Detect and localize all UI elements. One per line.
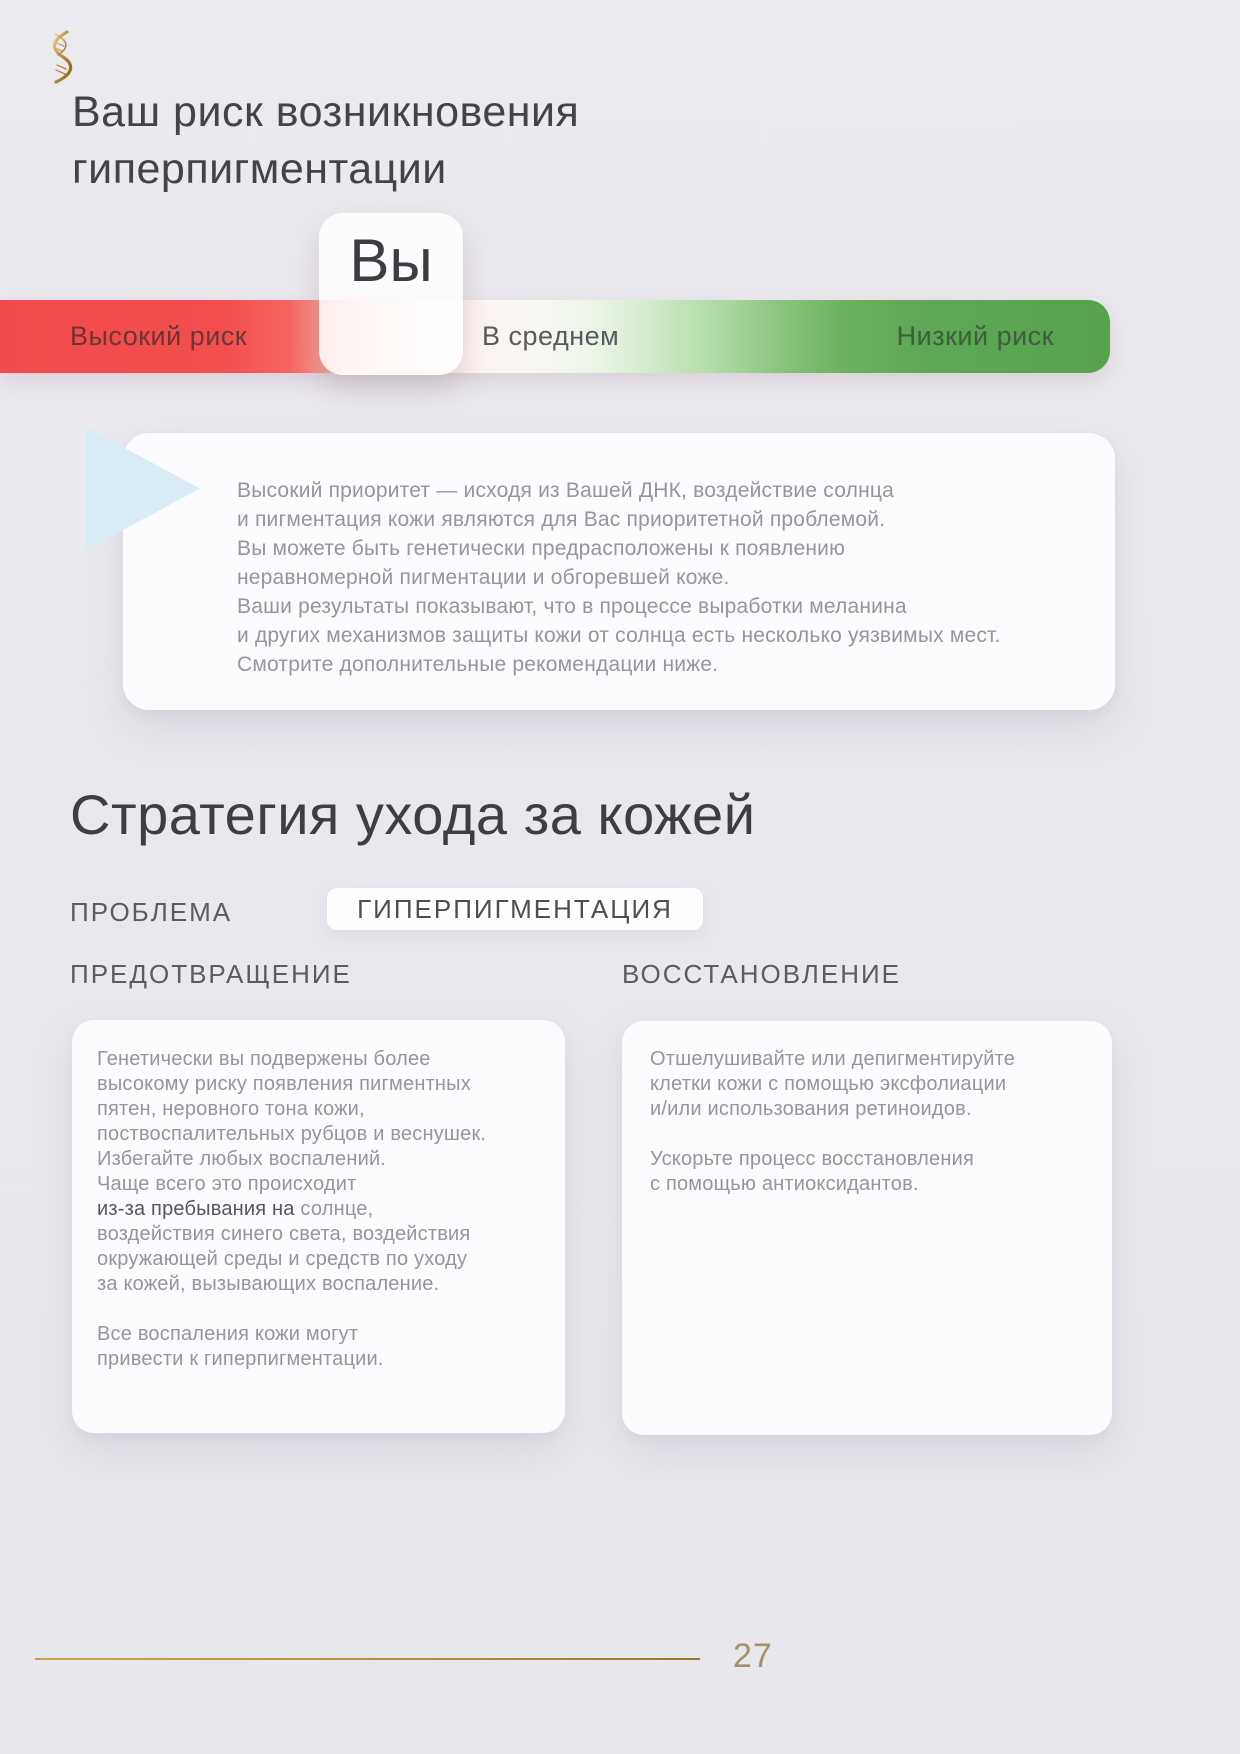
restoration-paragraph-1: Отшелушивайте или депигментируйте клетки кожи с помощью эксфолиации и/или использования ретиноидов. [650,1048,1016,1120]
risk-marker-label: Вы [349,227,433,294]
prevention-paragraph-1: Генетически вы подвержены более высокому риску появления пигментных пятен, неровного тона кожи, поствоспалительных рубцов и веснушек. Избегайте любых воспалений. Чаще всего это происходит из-за пребывания на солнце, воздействия синего света, воздействия окружающей среды и средств по уходу за кожей, вызывающих воспаление. [97,1048,487,1295]
restoration-heading: ВОССТАНОВЛЕНИЕ [622,959,902,989]
footer-rule [35,1658,700,1660]
risk-label-low: Низкий риск [896,321,1054,351]
page-number: 27 [733,1637,773,1675]
risk-gradient-bar [0,300,1110,373]
summary-card [123,433,1115,710]
problem-label: ПРОБЛЕМА [70,897,233,927]
prevention-paragraph-2: Все воспаления кожи могут привести к гиперпигментации. [97,1323,384,1370]
restoration-card [622,1021,1112,1435]
page-title: Ваш риск возникновения гиперпигментации [72,88,580,193]
summary-text: Высокий приоритет — исходя из Вашей ДНК, воздействие солнца и пигментация кожи являются для Вас приоритетной проблемой. Вы можете быть генетически предрасположены к появлению неравномерной пигментации и обгоревшей коже. Ваши результаты показывают, что в процессе выработки меланина и других механизмов защиты кожи от солнца есть несколько уязвимых мест. Смотрите дополнительные рекомендации ниже. [237,479,1001,676]
prevention-card [72,1020,565,1433]
strategy-heading: Стратегия ухода за кожей [70,783,756,846]
restoration-paragraph-2: Ускорьте процесс восстановления с помощью антиоксидантов. [650,1148,975,1195]
prevention-heading: ПРЕДОТВРАЩЕНИЕ [70,959,352,989]
risk-label-medium: В среднем [482,321,620,351]
risk-label-high: Высокий риск [70,321,248,351]
problem-value-chip: ГИПЕРПИГМЕНТАЦИЯ [327,888,703,930]
dna-logo-icon [42,28,78,86]
risk-marker-card [319,213,463,375]
